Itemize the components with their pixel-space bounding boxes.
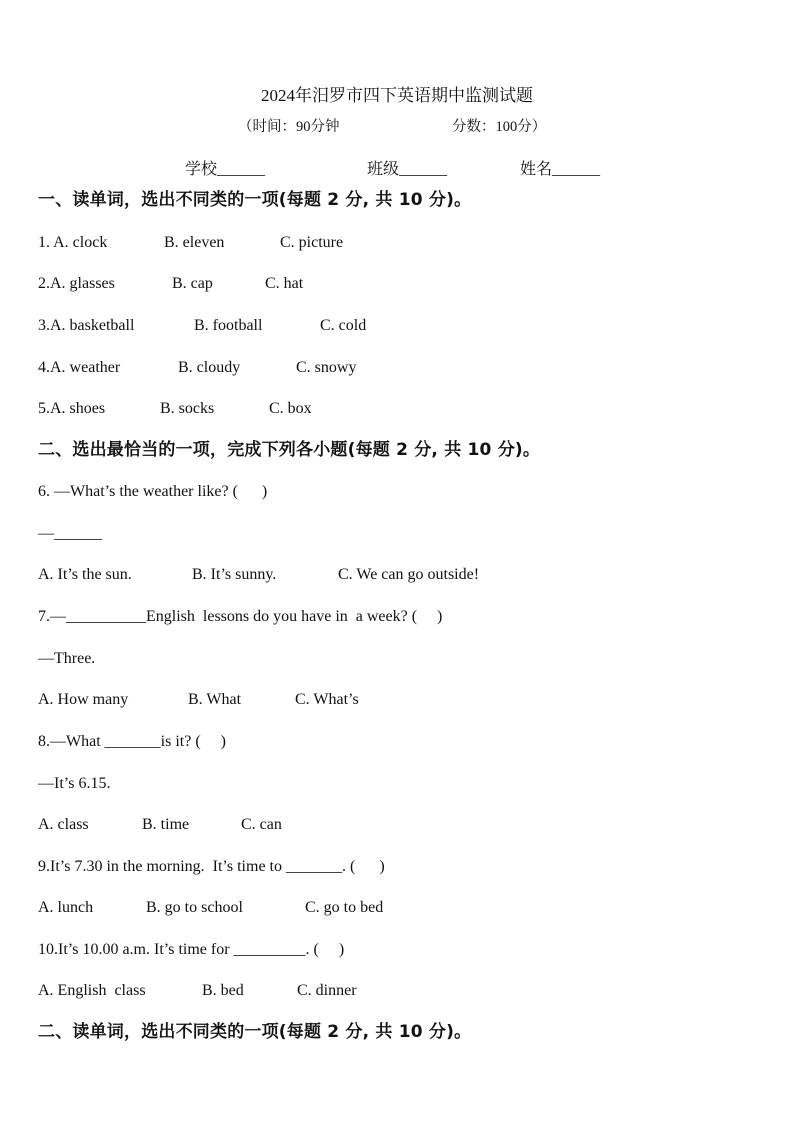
q7-stem: 7.—__________English lessons do you have in a week? ( ) (38, 608, 443, 625)
q7-option-b[interactable]: B. What (188, 691, 242, 708)
q2-option-a[interactable]: 2.A. glasses (38, 275, 115, 292)
q4-option-b[interactable]: B. cloudy (178, 359, 241, 376)
name-field[interactable]: 姓名______ (520, 161, 601, 178)
q10-option-a[interactable]: A. English class (38, 982, 146, 999)
q8-option-a[interactable]: A. class (38, 816, 89, 833)
q5-option-c[interactable]: C. box (269, 400, 312, 417)
section-2-heading: 二、选出最恰当的一项，完成下列各小题(每题 2 分, 共 10 分)。 (38, 440, 541, 460)
exam-time: （时间：90分钟 (238, 119, 340, 135)
q3-option-c[interactable]: C. cold (320, 317, 367, 334)
q7-option-c[interactable]: C. What’s (295, 691, 359, 708)
q9-option-c[interactable]: C. go to bed (305, 899, 384, 916)
q10-option-b[interactable]: B. bed (202, 982, 244, 999)
q6-stem: 6. —What’s the weather like? ( ) (38, 483, 268, 500)
section-1-heading: 一、读单词，选出不同类的一项(每题 2 分, 共 10 分)。 (38, 190, 472, 210)
q5-option-a[interactable]: 5.A. shoes (38, 400, 106, 417)
q8-reply: —It’s 6.15. (38, 775, 111, 792)
q1-option-b[interactable]: B. eleven (164, 234, 225, 251)
q5-option-b[interactable]: B. socks (160, 400, 215, 417)
section-3-heading: 二、读单词，选出不同类的一项(每题 2 分, 共 10 分)。 (38, 1022, 472, 1042)
q4-option-a[interactable]: 4.A. weather (38, 359, 121, 376)
q8-option-c[interactable]: C. can (241, 816, 282, 833)
q7-option-a[interactable]: A. How many (38, 691, 129, 708)
q2-option-c[interactable]: C. hat (265, 275, 304, 292)
q9-option-b[interactable]: B. go to school (146, 899, 243, 916)
q8-option-b[interactable]: B. time (142, 816, 190, 833)
q6-option-b[interactable]: B. It’s sunny. (192, 566, 277, 583)
q7-reply: —Three. (38, 650, 96, 667)
q6-answer-line[interactable]: —______ (38, 525, 102, 542)
exam-score: 分数：100分） (452, 119, 547, 135)
q4-option-c[interactable]: C. snowy (296, 359, 357, 376)
q8-stem: 8.—What _______is it? ( ) (38, 733, 226, 750)
q3-option-a[interactable]: 3.A. basketball (38, 317, 135, 334)
q1-option-c[interactable]: C. picture (280, 234, 344, 251)
class-field[interactable]: 班级______ (367, 161, 448, 178)
q10-stem: 10.It’s 10.00 a.m. It’s time for _________. ( ) (38, 941, 345, 958)
q1-option-a[interactable]: 1. A. clock (38, 234, 108, 251)
q9-option-a[interactable]: A. lunch (38, 899, 94, 916)
q9-stem: 9.It’s 7.30 in the morning. It’s time to _______. ( ) (38, 858, 385, 875)
q6-option-a[interactable]: A. It’s the sun. (38, 566, 132, 583)
q6-option-c[interactable]: C. We can go outside! (338, 566, 480, 583)
page-title: 2024年汨罗市四下英语期中监测试题 (261, 86, 533, 105)
q3-option-b[interactable]: B. football (194, 317, 263, 334)
q2-option-b[interactable]: B. cap (172, 275, 213, 292)
q10-option-c[interactable]: C. dinner (297, 982, 357, 999)
school-field[interactable]: 学校______ (185, 161, 266, 178)
